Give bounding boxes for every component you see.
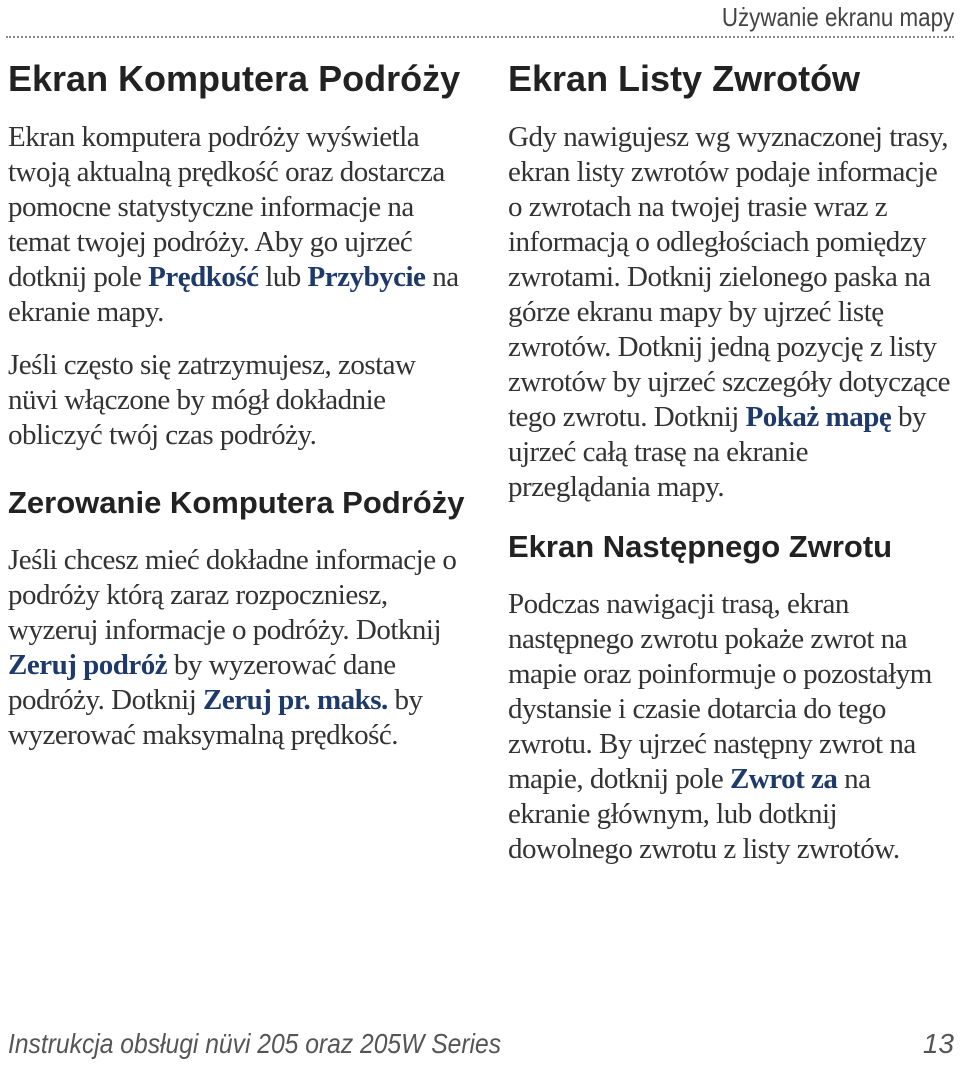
text-run: by wyzerować dane podróży. Dotknij	[8, 649, 396, 716]
keyword-arrival: Przybycie	[307, 261, 426, 293]
text-run: lub	[258, 261, 308, 293]
section-heading-turn-list: Ekran Listy Zwrotów	[508, 58, 861, 99]
running-header: Używanie ekranu mapy	[721, 2, 954, 32]
keyword-turn-in: Zwrot za	[729, 763, 838, 795]
paragraph-trip-computer-intro	[8, 120, 468, 330]
footer-page-number: 13	[922, 1028, 954, 1059]
text-run: na ekranie mapy.	[8, 261, 459, 328]
text-run: Podczas nawigacji trasą, ekran następnego zwrotu pokaże zwrot na mapie oraz poinformuje o pozostałym dystansie i czasie dotarcia do tego zwrotu. By ujrzeć następny zwrot na mapie, dotknij pole	[508, 588, 932, 795]
text-run: Jeśli chcesz mieć dokładne informacje o podróży którą zaraz rozpoczniesz, wyzeruj informacje o podróży. Dotknij	[8, 544, 457, 646]
text-run: na ekranie głównym, lub dotknij dowolnego zwrotu z listy zwrotów.	[508, 763, 900, 865]
section-heading-reset-trip: Zerowanie Komputera Podróży	[8, 485, 465, 520]
left-column	[8, 56, 468, 753]
paragraph-frequent-stops: Jeśli często się zatrzymujesz, zostaw nüvi włączone by mógł dokładnie obliczyć twój czas podróży.	[8, 349, 416, 451]
text-run: by wyzerować maksymalną prędkość.	[8, 684, 423, 751]
keyword-reset-max: Zeruj pr. maks.	[203, 684, 388, 716]
paragraph-reset-trip	[8, 543, 468, 753]
section-heading-next-turn: Ekran Następnego Zwrotu	[508, 529, 893, 564]
keyword-show-map: Pokaż mapę	[745, 401, 892, 433]
text-run: Ekran komputera podróży wyświetla twoją aktualną prędkość oraz dostarcza pomocne statystyczne informacje na temat twojej podróży. Aby go ujrzeć dotknij pole	[8, 121, 445, 293]
header-divider	[6, 36, 954, 38]
text-run: Gdy nawigujesz wg wyznaczonej trasy, ekran listy zwrotów podaje informacje o zwrotach na twojej trasie wraz z informacją o odległościach pomiędzy zwrotami. Dotknij zielonego paska na górze ekranu mapy by ujrzeć listę zwrotów. Dotknij jedną pozycję z listy zwrotów by ujrzeć szczegóły dotyczące tego zwrotu. Dotknij	[508, 121, 951, 433]
section-heading-trip-computer: Ekran Komputera Podróży	[8, 58, 461, 99]
footer-manual-title: Instrukcja obsługi nüvi 205 oraz 205W Series	[8, 1028, 502, 1059]
keyword-reset-trip: Zeruj podróż	[8, 649, 168, 681]
text-run: by ujrzeć całą trasę na ekranie przeglądania mapy.	[508, 401, 926, 503]
paragraph-turn-list	[508, 120, 954, 505]
right-column	[508, 56, 954, 867]
keyword-speed: Prędkość	[148, 261, 259, 293]
paragraph-next-turn	[508, 587, 954, 867]
